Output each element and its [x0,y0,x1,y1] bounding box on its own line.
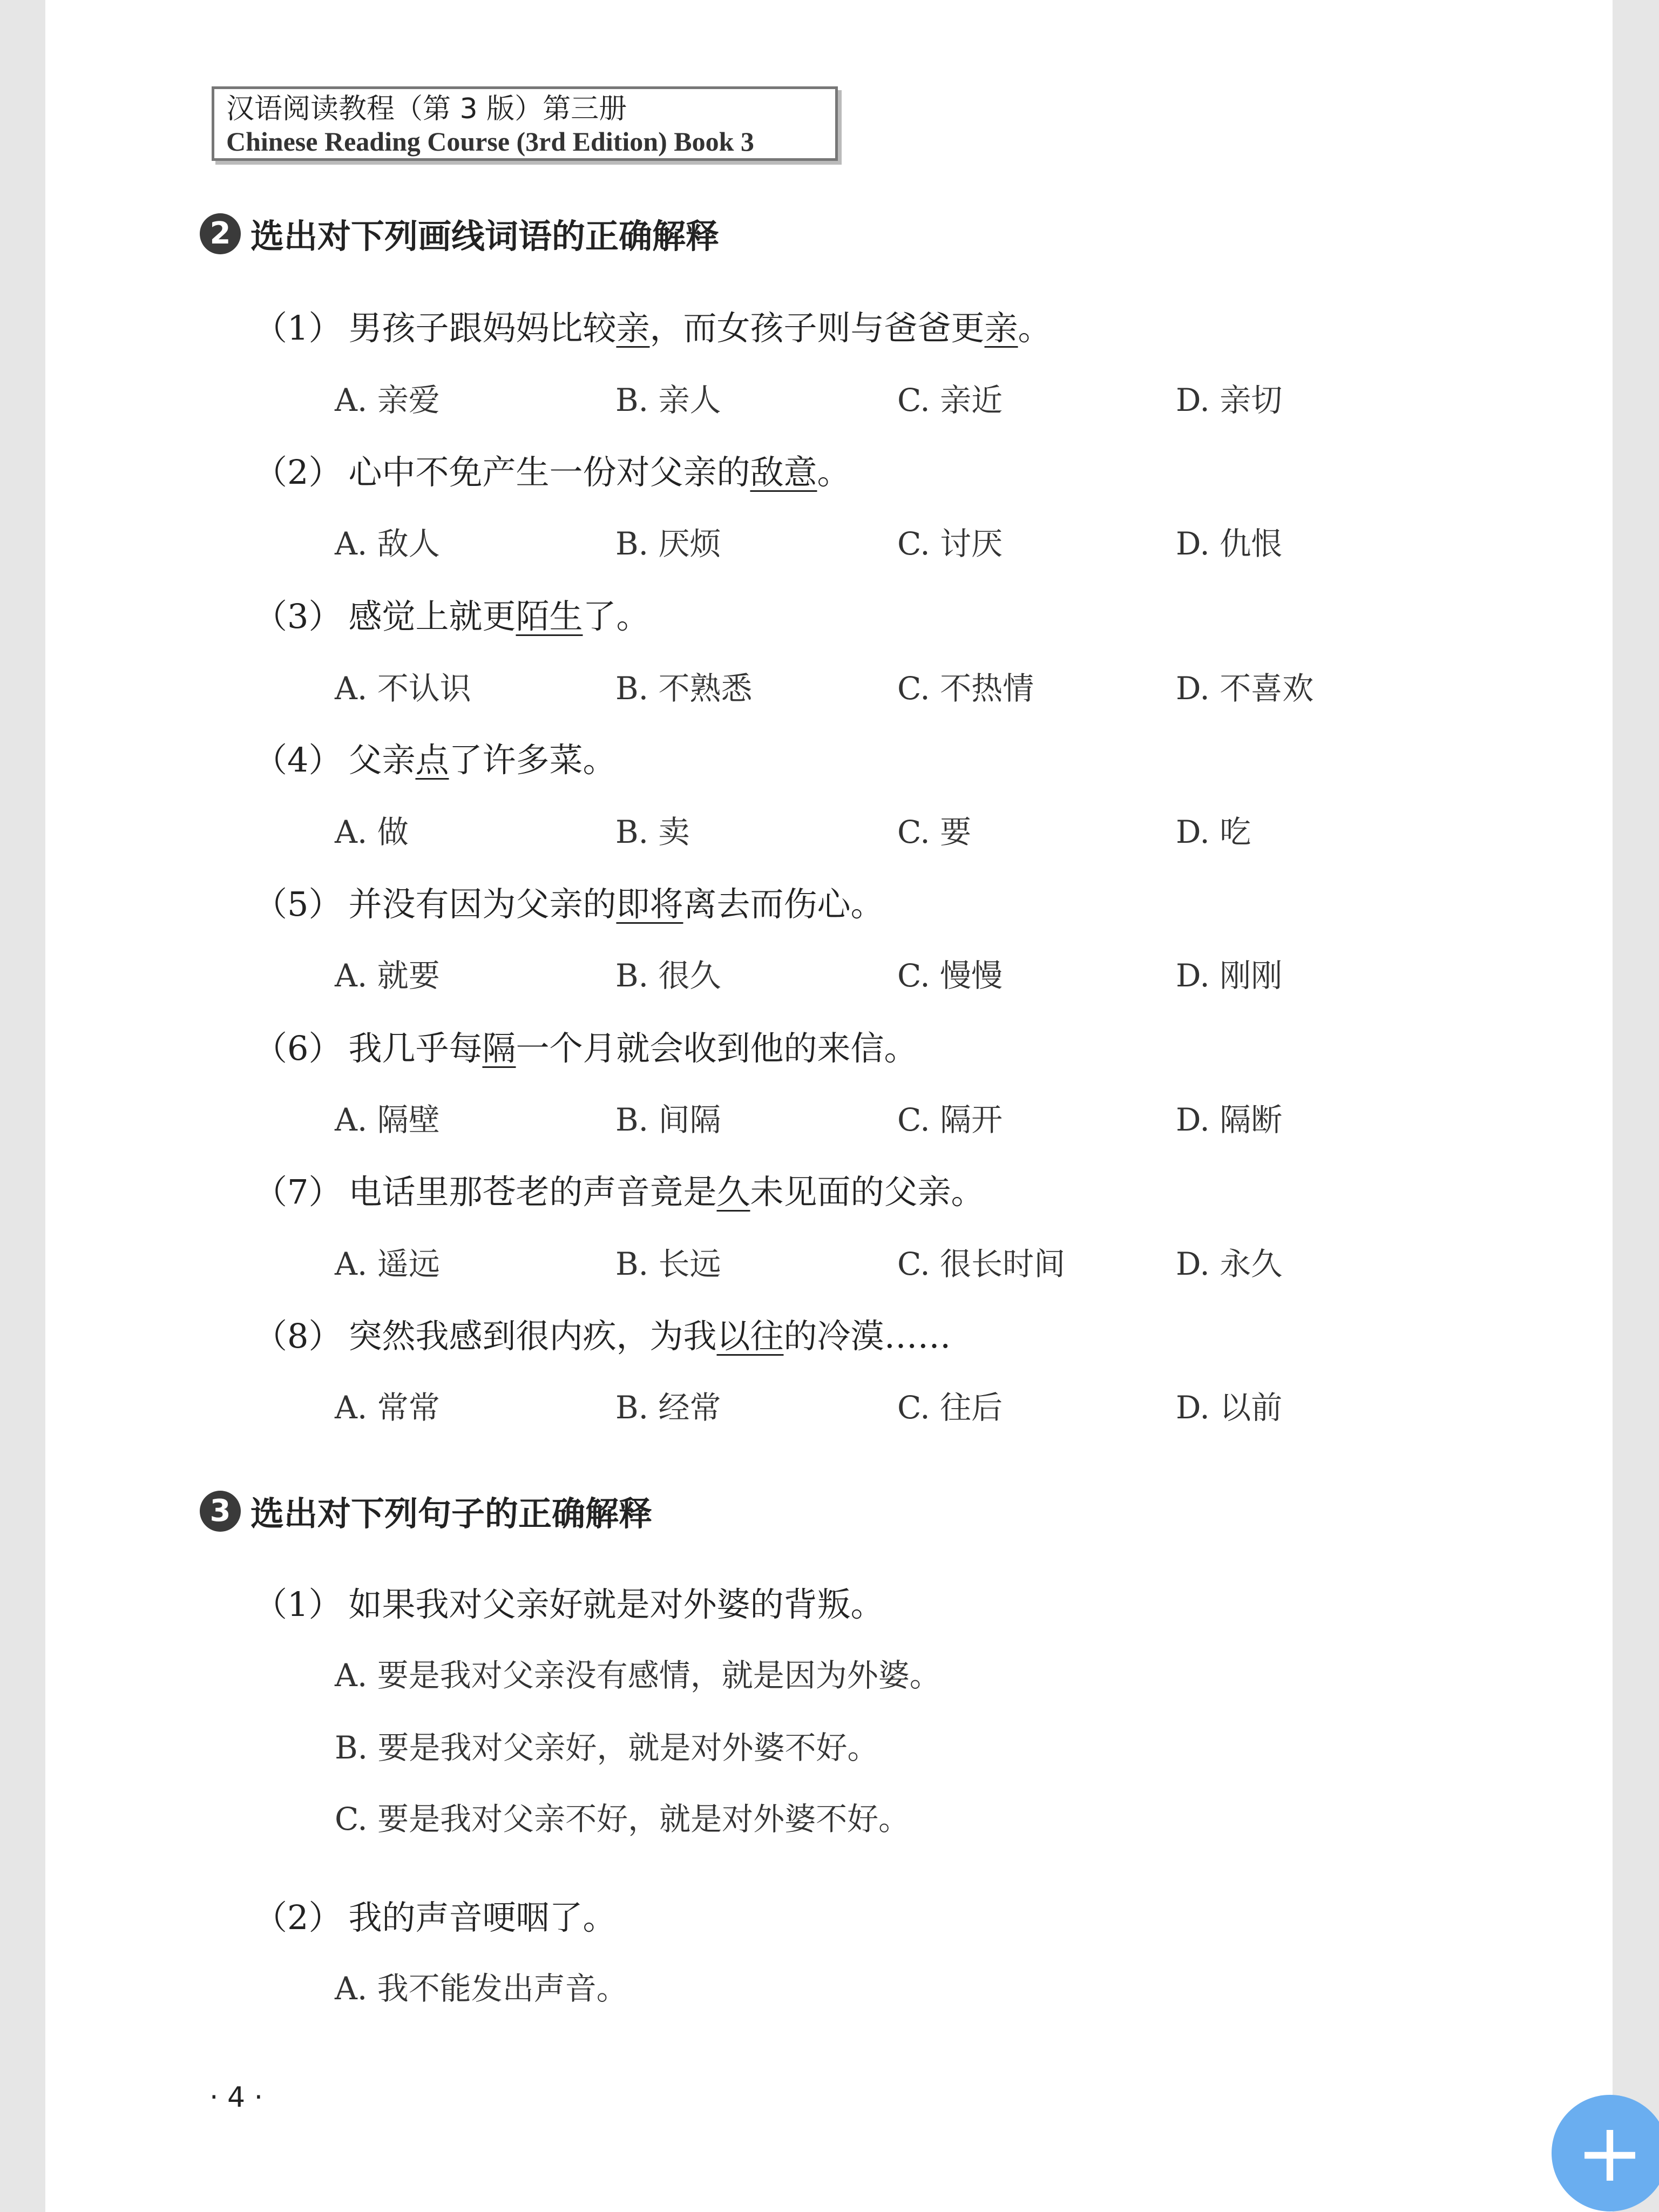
s3-q1-option-c[interactable]: C. 要是我对父亲不好，就是对外婆不好。 [335,1801,910,1837]
s2-q8-option-b[interactable]: B. 经常 [615,1389,721,1426]
section-3-title: 选出对下列句子的正确解释 [250,1494,653,1533]
s2-q3-option-d[interactable]: D. 不喜欢 [1176,670,1314,707]
s2-q5-option-d[interactable]: D. 刚刚 [1176,957,1283,994]
s2-q7-option-c[interactable]: C. 很长时间 [897,1246,1066,1282]
section-3-heading [200,1487,652,1535]
s3-q2-option-a[interactable]: A. 我不能发出声音。 [335,1970,628,2007]
s3-question-2: （2） 我的声音哽咽了。 [254,1898,617,1937]
underlined-word: 点 [415,740,449,780]
s2-q3-option-c[interactable]: C. 不热情 [897,670,1034,707]
s3-question-1: （1） 如果我对父亲好就是对外婆的背叛。 [254,1585,884,1624]
s2-q4-option-d[interactable]: D. 吃 [1176,814,1251,850]
s2-q7-option-d[interactable]: D. 永久 [1176,1246,1283,1282]
s2-question-2: （2） 心中不免产生一份对父亲的敌意。 [254,452,851,492]
s2-q6-option-c[interactable]: C. 隔开 [897,1101,1003,1138]
book-header [212,86,838,161]
s3-q1-option-a[interactable]: A. 要是我对父亲没有感情，就是因为外婆。 [335,1657,941,1694]
section-2-number-badge: 2 [200,213,241,254]
s2-q4-option-b[interactable]: B. 卖 [615,814,690,850]
s2-question-7: （7） 电话里那苍老的声音竟是久未见面的父亲。 [254,1172,985,1212]
s2-q7-option-a[interactable]: A. 遥远 [335,1246,440,1282]
s2-q2-option-d[interactable]: D. 仇恨 [1176,525,1283,562]
s2-q8-option-d[interactable]: D. 以前 [1176,1389,1283,1426]
underlined-word: 久 [716,1172,750,1212]
s2-q2-option-a[interactable]: A. 敌人 [335,525,440,562]
s2-q2-option-c[interactable]: C. 讨厌 [897,525,1003,562]
s2-q1-option-b[interactable]: B. 亲人 [615,382,721,418]
plus-icon: + [1576,2106,1644,2200]
underlined-word: 陌生 [516,597,583,636]
s2-question-5: （5） 并没有因为父亲的即将离去而伤心。 [254,884,884,924]
s2-q8-option-a[interactable]: A. 常常 [335,1389,440,1426]
s2-q5-option-b[interactable]: B. 很久 [615,957,721,994]
s2-question-1: （1） 男孩子跟妈妈比较亲，而女孩子则与爸爸更亲。 [254,308,1052,348]
s2-q8-option-c[interactable]: C. 往后 [897,1389,1003,1426]
s3-q1-option-b[interactable]: B. 要是我对父亲好，就是对外婆不好。 [335,1729,879,1766]
section-2-heading [200,209,719,258]
header-english-title: Chinese Reading Course (3rd Edition) Book 3 [226,126,754,157]
s2-q5-option-a[interactable]: A. 就要 [335,957,440,994]
underlined-word: 隔 [482,1029,516,1068]
s2-q3-option-b[interactable]: B. 不熟悉 [615,670,753,707]
s2-q1-option-c[interactable]: C. 亲近 [897,382,1003,418]
s2-question-8: （8） 突然我感到很内疚，为我以往的冷漠…… [254,1316,951,1356]
page-number: · 4 · [209,2081,263,2114]
section-2-title: 选出对下列画线词语的正确解释 [250,217,720,256]
s2-q6-option-a[interactable]: A. 隔壁 [335,1101,440,1138]
underlined-word: 以往 [716,1316,784,1356]
s2-q2-option-b[interactable]: B. 厌烦 [615,525,721,562]
s2-q6-option-b[interactable]: B. 间隔 [615,1101,721,1138]
s2-q7-option-b[interactable]: B. 长远 [615,1246,721,1282]
s2-q6-option-d[interactable]: D. 隔断 [1176,1101,1283,1138]
underlined-word: 亲 [984,308,1018,348]
underlined-word: 即将 [616,884,683,924]
s2-q1-option-d[interactable]: D. 亲切 [1176,382,1283,418]
s2-q4-option-c[interactable]: C. 要 [897,814,972,850]
underlined-word: 敌意 [750,452,817,492]
s2-q1-option-a[interactable]: A. 亲爱 [335,382,440,418]
s2-question-3: （3） 感觉上就更陌生了。 [254,597,650,636]
s2-question-4: （4） 父亲点了许多菜。 [254,740,617,780]
s2-q5-option-c[interactable]: C. 慢慢 [897,957,1003,994]
s2-question-6: （6） 我几乎每隔一个月就会收到他的来信。 [254,1029,918,1068]
s2-q4-option-a[interactable]: A. 做 [335,814,409,850]
header-chinese-title: 汉语阅读教程（第 3 版）第三册 [226,93,627,125]
s2-q3-option-a[interactable]: A. 不认识 [335,670,471,707]
section-3-number-badge: 3 [200,1491,241,1532]
underlined-word: 亲 [616,308,650,348]
